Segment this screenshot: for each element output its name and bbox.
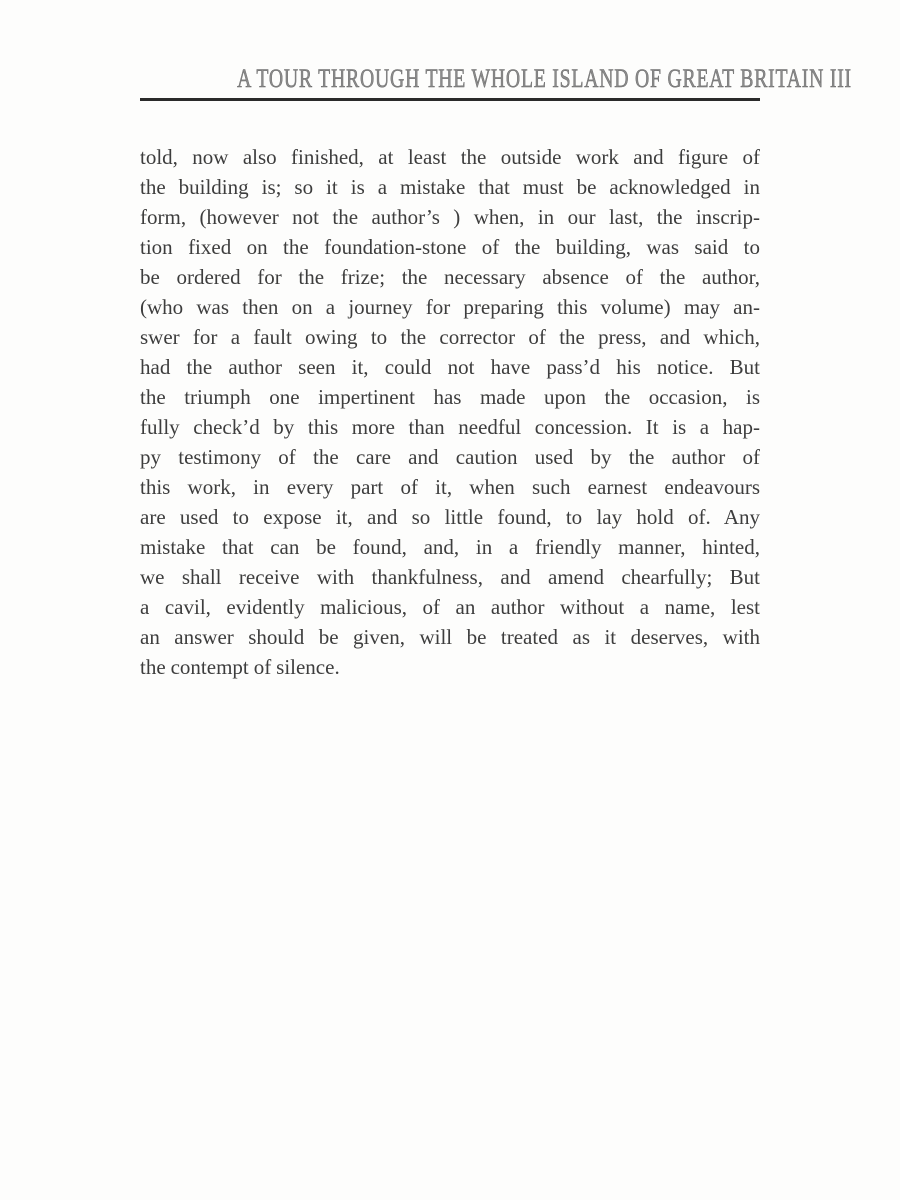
text-line: mistake that can be found, and, in a friendly manner, hinted, [140, 535, 760, 559]
running-header [140, 62, 852, 96]
header-divider-rule [140, 98, 760, 101]
text-line: be ordered for the frize; the necessary absence of the author, [140, 265, 760, 289]
page-title: A TOUR THROUGH THE WHOLE ISLAND OF GREAT BRITAIN III [237, 64, 852, 93]
body-paragraph [140, 142, 760, 682]
text-line: tion fixed on the foundation-stone of the building, was said to [140, 235, 760, 259]
text-line: the triumph one impertinent has made upon the occasion, is [140, 385, 760, 409]
text-line: the building is; so it is a mistake that must be acknowledged in [140, 175, 760, 199]
text-line: a cavil, evidently malicious, of an author without a name, lest [140, 595, 760, 619]
text-line: told, now also finished, at least the outside work and figure of [140, 145, 760, 169]
text-line: this work, in every part of it, when such earnest endeavours [140, 475, 760, 499]
text-line: an answer should be given, will be treated as it deserves, with [140, 625, 760, 649]
text-line: form, (however not the author’s ) when, in our last, the inscrip- [140, 205, 760, 229]
text-line: fully check’d by this more than needful concession. It is a hap- [140, 415, 760, 439]
text-line: (who was then on a journey for preparing this volume) may an- [140, 295, 760, 319]
text-line: py testimony of the care and caution used by the author of [140, 445, 760, 469]
text-line: we shall receive with thankfulness, and amend chearfully; But [140, 565, 760, 589]
text-line: had the author seen it, could not have pass’d his notice. But [140, 355, 760, 379]
text-line: swer for a fault owing to the corrector of the press, and which, [140, 325, 760, 349]
text-line: the contempt of silence. [140, 655, 340, 679]
text-line: are used to expose it, and so little found, to lay hold of. Any [140, 505, 760, 529]
